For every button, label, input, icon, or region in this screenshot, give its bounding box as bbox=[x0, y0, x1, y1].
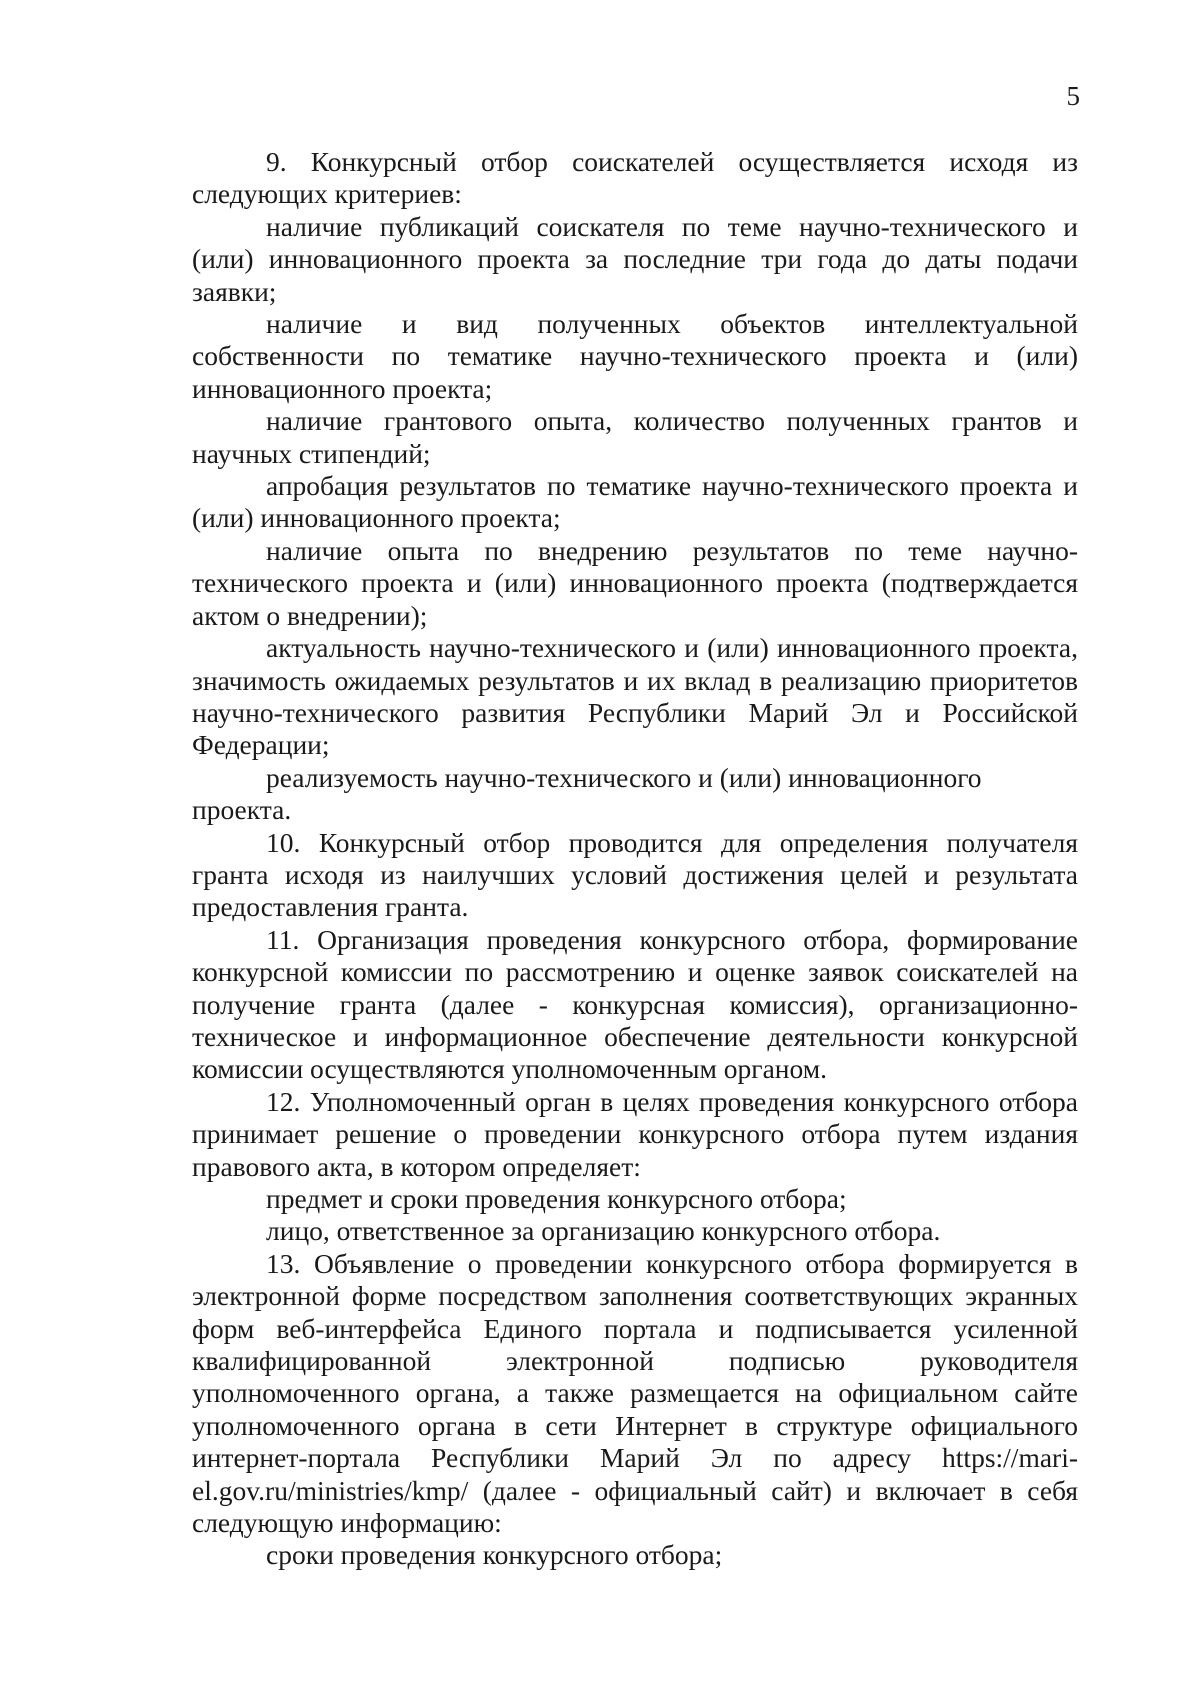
criterion-publications: наличие публикаций соискателя по теме научно-технического и (или) инновационного проекта за последние три года до даты подачи заявки; bbox=[192, 210, 1078, 307]
paragraph-10: 10. Конкурсный отбор проводится для определения получателя гранта исходя из наилучших условий достижения целей и результата предоставления гранта. bbox=[192, 826, 1078, 923]
item-responsible-person: лицо, ответственное за организацию конкурсного отбора. bbox=[266, 1215, 941, 1247]
criterion-approbation: апробация результатов по тематике научно-технического проекта и (или) инновационного проекта; bbox=[192, 470, 1078, 534]
criterion-grant-experience: наличие грантового опыта, количество полученных грантов и научных стипендий; bbox=[192, 405, 1078, 469]
criterion-intellectual-property: наличие и вид полученных объектов интеллектуальной собственности по тематике научно-технического проекта и (или) инновационного проекта; bbox=[192, 308, 1078, 404]
paragraph-11: 11. Организация проведения конкурсного отбора, формирование конкурсной комиссии по рассмотрению и оценке заявок соискателей на получение гранта (далее - конкурсная комиссия), организационно-техническое и информационное обеспечение деятельности конкурсной комиссии осуществляются уполномоченным органом. bbox=[192, 923, 1078, 1085]
item-subject-and-terms: предмет и сроки проведения конкурсного отбора; bbox=[266, 1183, 847, 1214]
page-number: 5 bbox=[1066, 81, 1080, 111]
paragraph-12: 12. Уполномоченный орган в целях проведения конкурсного отбора принимает решение о проведении конкурсного отбора путем издания правового акта, в котором определяет: bbox=[192, 1085, 1078, 1182]
item-selection-terms: сроки проведения конкурсного отбора; bbox=[266, 1539, 723, 1571]
criterion-feasibility: реализуемость научно-технического и (или) инновационного проекта. bbox=[192, 761, 982, 826]
paragraph-13: 13. Объявление о проведении конкурсного отбора формируется в электронной форме посредством заполнения соответствующих экранных форм веб-интерфейса Единого портала и подписывается усиленной квалифицированной электронной подписью руководителя уполномоченного органа, а также размещается на официальном сайте уполномоченного органа в сети Интернет в структуре официального интернет-портала Республики Марий Эл по адресу https://mari-el.gov.ru/ministries/kmp/ (далее - официальный сайт) и включает в себя следующую информацию: bbox=[192, 1247, 1078, 1539]
criterion-relevance: актуальность научно-технического и (или) инновационного проекта, значимость ожидаемых результатов и их вклад в реализацию приоритетов научно-технического развития Республики Марий Эл и Российской Федерации; bbox=[192, 632, 1078, 761]
paragraph-9: 9. Конкурсный отбор соискателей осуществляется исходя из следующих критериев: bbox=[192, 146, 1078, 210]
criterion-implementation-experience: наличие опыта по внедрению результатов по теме научно-технического проекта и (или) инновационного проекта (подтверждается актом о внедрении); bbox=[192, 534, 1078, 631]
document-body bbox=[192, 146, 1078, 1572]
